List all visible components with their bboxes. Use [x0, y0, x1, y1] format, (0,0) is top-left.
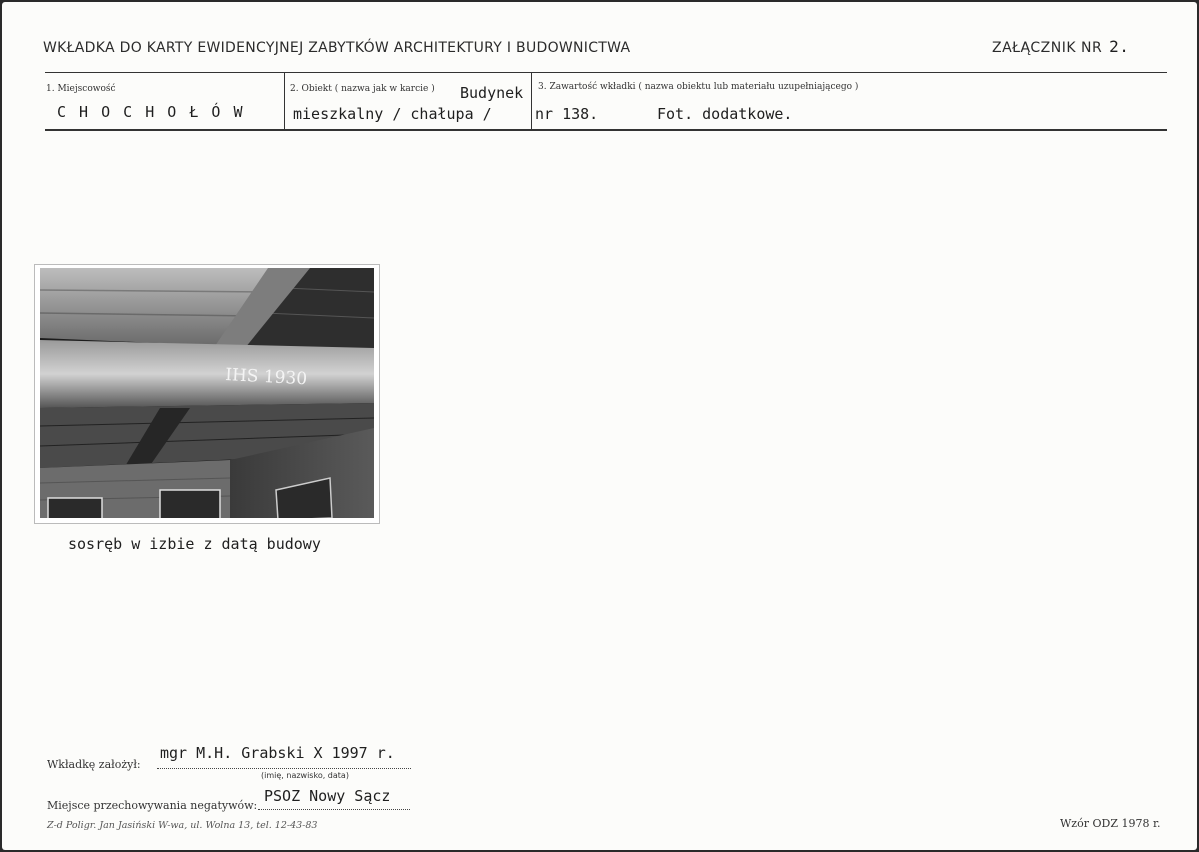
ceiling-beam-image	[40, 268, 374, 518]
locality-label: 1. Miejscowość	[46, 84, 116, 94]
founder-hint: (imię, nazwisko, data)	[261, 771, 349, 780]
field-box-top-rule	[45, 72, 1167, 73]
object-label: 2. Obiekt ( nazwa jak w karcie )	[290, 84, 435, 94]
contents-label: 3. Zawartość wkładki ( nazwa obiektu lub materiału uzupełniającego )	[538, 82, 859, 92]
photo-caption: sosręb w izbie z datą budowy	[68, 535, 321, 553]
negatives-dotted-line	[258, 809, 410, 810]
object-value-line1: Budynek	[460, 84, 524, 102]
contents-number: nr 138.	[535, 105, 599, 123]
negatives-value: PSOZ Nowy Sącz	[264, 787, 391, 805]
record-card	[2, 2, 1197, 850]
founder-label: Wkładkę założył:	[47, 758, 141, 771]
field-divider-2	[531, 72, 532, 130]
beam-inscription: IHS 1930	[224, 365, 308, 390]
field-divider-1	[284, 72, 285, 130]
ceiling-beam-photo	[34, 264, 380, 524]
negatives-label: Miejsce przechowywania negatywów:	[47, 799, 258, 812]
annex-label	[992, 37, 1129, 56]
card-title: WKŁADKA DO KARTY EWIDENCYJNEJ ZABYTKÓW ARCHITEKTURY I BUDOWNICTWA	[43, 40, 631, 56]
template-mark: Wzór ODZ 1978 r.	[1060, 817, 1161, 830]
founder-value: mgr M.H. Grabski X 1997 r.	[160, 744, 395, 762]
founder-dotted-line	[157, 768, 411, 769]
annex-number: 2.	[1109, 37, 1130, 56]
printer-credit: Z-d Poligr. Jan Jasiński W-wa, ul. Wolna 13, tel. 12-43-83	[47, 820, 318, 831]
contents-description: Fot. dodatkowe.	[657, 105, 793, 123]
object-value-line2: mieszkalny / chałupa /	[293, 105, 492, 123]
field-box-bottom-rule	[45, 129, 1167, 131]
annex-label-text: ZAŁĄCZNIK NR	[992, 40, 1103, 56]
locality-value: C H O C H O Ł Ó W	[57, 103, 245, 121]
